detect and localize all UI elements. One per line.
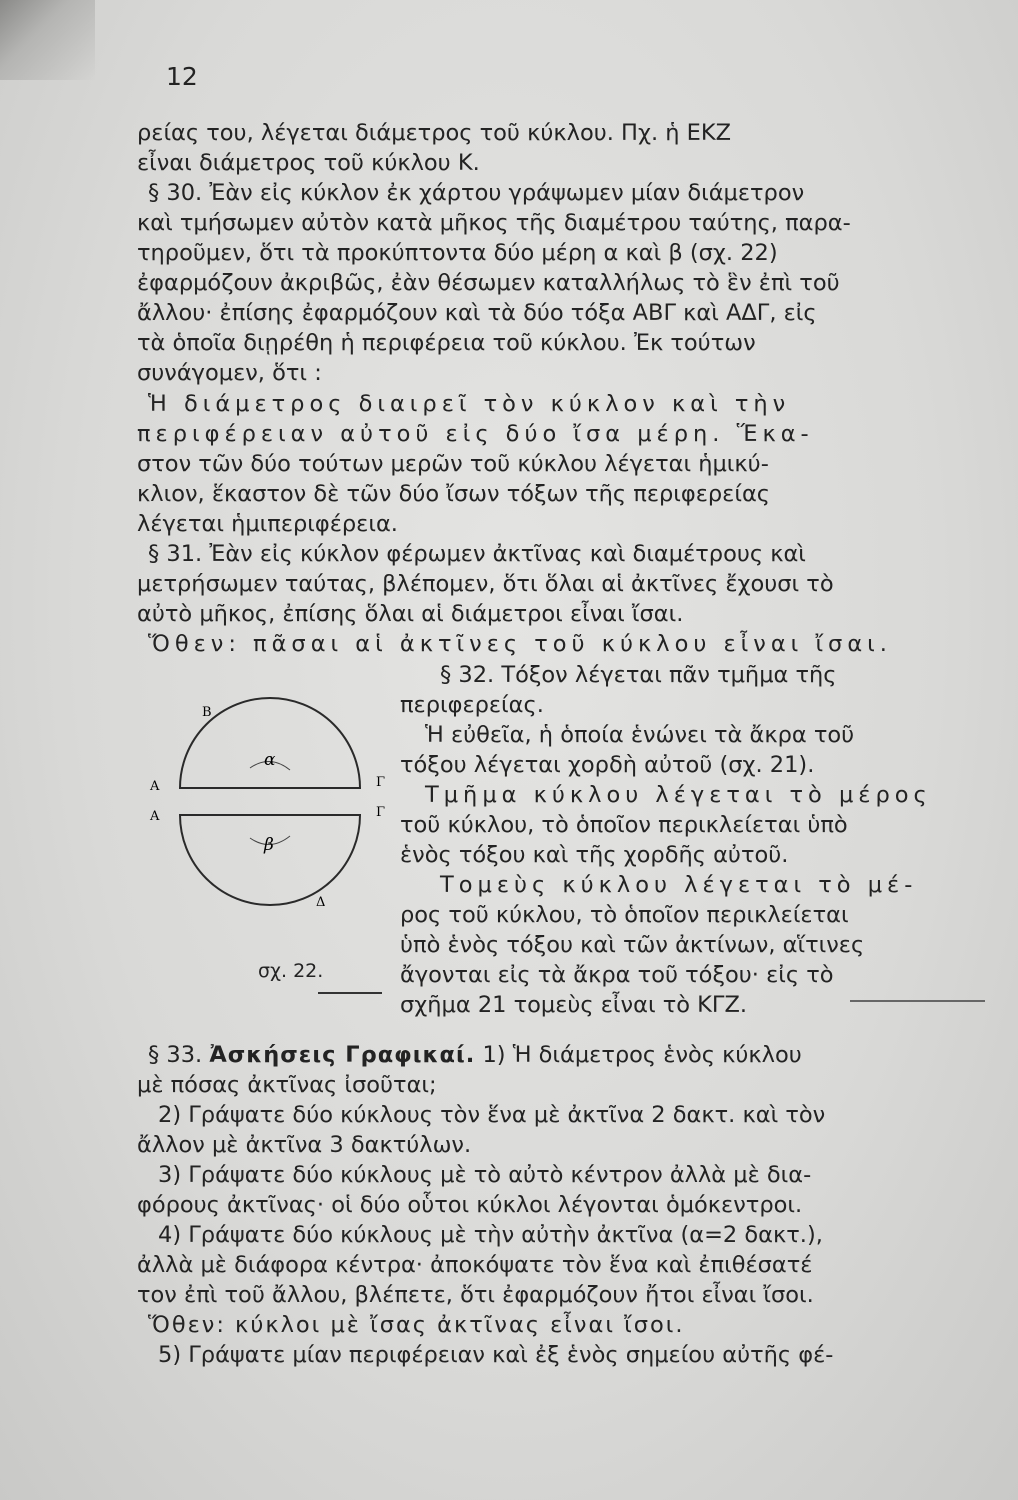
definition-line: Τμῆμα κύκλου λέγεται τὸ μέρος xyxy=(425,782,932,808)
rule-statement-line: Ἡ διάμετρος διαιρεῖ τὸν κύκλον καὶ τὴν xyxy=(148,391,791,417)
caption-rule xyxy=(318,992,382,994)
exercise-line: 3) Γράψατε δύο κύκλους μὲ τὸ αὐτὸ κέντρον ἀλλὰ μὲ δια- xyxy=(158,1162,812,1188)
rule-statement-line: περιφέρειαν αὐτοῦ εἰς δύο ἴσα μέρη. Ἕκα- xyxy=(137,421,814,447)
text-line: τοῦ κύκλου, τὸ ὁποῖον περικλείεται ὑπὸ xyxy=(400,812,848,838)
lower-semicircle xyxy=(180,815,360,905)
rule-statement-line: Ὅθεν: πᾶσαι αἱ ἀκτῖνες τοῦ κύκλου εἶναι ἴσαι. xyxy=(148,631,892,657)
exercise-line: φόρους ἀκτῖνας· οἱ δύο οὗτοι κύκλοι λέγονται ὁμόκεντροι. xyxy=(137,1192,803,1218)
text-line: ἐφαρμόζουν ἀκριβῶς, ἐὰν θέσωμεν καταλλήλως τὸ ἓν ἐπὶ τοῦ xyxy=(137,270,840,296)
figure-label-alpha: Α xyxy=(150,809,160,824)
exercise-line: 4) Γράψατε δύο κύκλους μὲ τὴν αὐτὴν ἀκτῖνα (α=2 δακτ.), xyxy=(158,1222,823,1248)
section-30-line: § 30. Ἐὰν εἰς κύκλον ἐκ χάρτου γράψωμεν μίαν διάμετρον xyxy=(148,180,805,206)
figure-label-gamma: Γ xyxy=(376,775,386,790)
text-line: εἶναι διάμετρος τοῦ κύκλου Κ. xyxy=(137,150,480,176)
text-line: ἄλλου· ἐπίσης ἐφαρμόζουν καὶ τὰ δύο τόξα ΑΒΓ καὶ ΑΔΓ, εἰς xyxy=(137,300,817,326)
text-line: ὑπὸ ἑνὸς τόξου καὶ τῶν ἀκτίνων, αἵτινες xyxy=(400,932,865,958)
text-line: συνάγομεν, ὅτι : xyxy=(137,360,322,386)
figure-caption: σχ. 22. xyxy=(258,960,324,982)
section-31-line: § 31. Ἐὰν εἰς κύκλον φέρωμεν ἀκτῖνας καὶ διαμέτρους καὶ xyxy=(148,541,806,567)
exercise-1-text: 1) Ἡ διάμετρος ἑνὸς κύκλου xyxy=(482,1042,802,1068)
text-line: ρος τοῦ κύκλου, τὸ ὁποῖον περικλείεται xyxy=(400,902,849,928)
text-line: καὶ τμήσωμεν αὐτὸν κατὰ μῆκος τῆς διαμέτρου ταύτης, παρα- xyxy=(137,210,851,236)
definition-line: Τομεὺς κύκλου λέγεται τὸ μέ- xyxy=(440,872,918,898)
text-line: ἄγονται εἰς τὰ ἄκρα τοῦ τόξου· εἰς τὸ xyxy=(400,962,834,988)
text-line: Ἡ εὐθεῖα, ἡ ὁποία ἑνώνει τὰ ἄκρα τοῦ xyxy=(425,722,855,748)
exercise-line: ἀλλὰ μὲ διάφορα κέντρα· ἀποκόψατε τὸν ἕνα καὶ ἐπιθέσατέ xyxy=(137,1252,813,1278)
text-line: ἑνὸς τόξου καὶ τῆς χορδῆς αὐτοῦ. xyxy=(400,842,789,868)
text-line: στον τῶν δύο τούτων μερῶν τοῦ κύκλου λέγεται ἡμικύ- xyxy=(137,451,769,477)
text-line: σχῆμα 21 τομεὺς εἶναι τὸ ΚΓΖ. xyxy=(400,992,748,1018)
worn-corner xyxy=(0,0,95,80)
text-line: τὰ ὁποῖα διῃρέθη ἡ περιφέρεια τοῦ κύκλου. Ἐκ τούτων xyxy=(137,330,756,356)
text-line: περιφερείας. xyxy=(400,692,544,718)
section-32-line: § 32. Τόξον λέγεται πᾶν τμῆμα τῆς xyxy=(440,662,837,688)
exercise-line: 5) Γράψατε μίαν περιφέρειαν καὶ ἐξ ἑνὸς σημείου αὐτῆς φέ- xyxy=(158,1342,834,1368)
text-line: τόξου λέγεται χορδὴ αὐτοῦ (σχ. 21). xyxy=(400,752,815,778)
text-line: ρείας του, λέγεται διάμετρος τοῦ κύκλου. Πχ. ἡ ΕΚΖ xyxy=(137,120,732,146)
exercises-heading: Ἀσκήσεις Γραφικαί. xyxy=(209,1042,476,1068)
figure-label-gamma: Γ xyxy=(376,805,386,820)
exercise-line: μὲ πόσας ἀκτῖνας ἰσοῦται; xyxy=(137,1072,437,1098)
exercise-line: ἄλλον μὲ ἀκτῖνα 3 δακτύλων. xyxy=(137,1132,472,1158)
section-rule xyxy=(850,1000,985,1002)
text-line: τηροῦμεν, ὅτι τὰ προκύπτοντα δύο μέρη α καὶ β (σχ. 22) xyxy=(137,240,778,266)
text-line: αὐτὸ μῆκος, ἐπίσης ὅλαι αἱ διάμετροι εἶναι ἴσαι. xyxy=(137,601,684,627)
circle-figure xyxy=(140,690,400,920)
figure-label-delta: Δ xyxy=(316,895,326,910)
section-33-number: § 33. xyxy=(148,1042,203,1068)
figure-part-alpha: α xyxy=(264,750,276,770)
text-line: λέγεται ἡμιπεριφέρεια. xyxy=(137,511,398,537)
figure-label-beta: Β xyxy=(202,705,212,720)
page-number: 12 xyxy=(166,62,198,91)
figure-label-alpha: Α xyxy=(150,779,160,794)
exercise-line: 2) Γράψατε δύο κύκλους τὸν ἕνα μὲ ἀκτῖνα 2 δακτ. καὶ τὸν xyxy=(158,1102,826,1128)
text-line: κλιον, ἕκαστον δὲ τῶν δύο ἴσων τόξων τῆς περιφερείας xyxy=(137,481,770,507)
text-line: μετρήσωμεν ταύτας, βλέπομεν, ὅτι ὅλαι αἱ ἀκτῖνες ἔχουσι τὸ xyxy=(137,571,834,597)
exercises-first-line xyxy=(148,1040,802,1070)
figure-part-beta: β xyxy=(264,835,274,855)
exercise-line: τον ἐπὶ τοῦ ἄλλου, βλέπετε, ὅτι ἐφαρμόζουν ἤτοι εἶναι ἴσοι. xyxy=(137,1282,814,1308)
exercise-rule-line: Ὅθεν: κύκλοι μὲ ἴσας ἀκτῖνας εἶναι ἴσοι. xyxy=(148,1312,685,1338)
